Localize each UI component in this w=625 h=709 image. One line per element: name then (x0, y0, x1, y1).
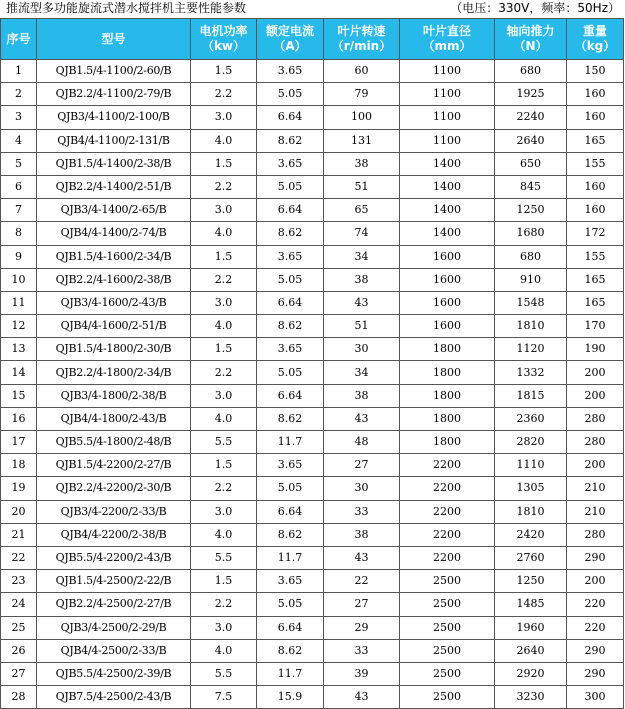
table-row (1, 175, 624, 198)
cell-blade-speed: 38 (324, 152, 400, 175)
cell-index: 13 (1, 338, 37, 361)
cell-blade-speed: 100 (324, 106, 400, 129)
cell-weight: 165 (567, 291, 624, 314)
cell-blade-diameter: 2200 (400, 523, 495, 546)
cell-blade-speed: 33 (324, 500, 400, 523)
power-conditions-note: （电压：330V，频率：50Hz） (450, 1, 620, 15)
cell-axial-thrust: 2420 (495, 523, 567, 546)
cell-motor-power: 2.2 (191, 477, 257, 500)
cell-blade-speed: 51 (324, 175, 400, 198)
cell-index: 18 (1, 454, 37, 477)
cell-blade-speed: 29 (324, 616, 400, 639)
cell-rated-current: 5.05 (257, 83, 324, 106)
cell-index: 14 (1, 361, 37, 384)
cell-weight: 290 (567, 662, 624, 685)
cell-model: QJB4/4-2500/2-33/B (37, 639, 191, 662)
cell-blade-speed: 43 (324, 686, 400, 709)
cell-axial-thrust: 1815 (495, 384, 567, 407)
cell-model: QJB3/4-2500/2-29/B (37, 616, 191, 639)
cell-model: QJB4/4-2200/2-38/B (37, 523, 191, 546)
cell-blade-speed: 60 (324, 60, 400, 83)
cell-blade-diameter: 1100 (400, 60, 495, 83)
cell-blade-diameter: 1800 (400, 338, 495, 361)
table-row (1, 686, 624, 709)
table-row (1, 315, 624, 338)
table-title: 推流型多功能旋流式潜水搅拌机主要性能参数 (6, 1, 247, 15)
cell-blade-diameter: 2200 (400, 500, 495, 523)
header-rated-current (257, 19, 324, 60)
cell-motor-power: 1.5 (191, 60, 257, 83)
cell-blade-diameter: 1600 (400, 268, 495, 291)
cell-blade-diameter: 1800 (400, 361, 495, 384)
cell-axial-thrust: 1305 (495, 477, 567, 500)
cell-blade-diameter: 1100 (400, 129, 495, 152)
cell-axial-thrust: 1120 (495, 338, 567, 361)
cell-index: 26 (1, 639, 37, 662)
cell-axial-thrust: 1485 (495, 593, 567, 616)
table-row (1, 546, 624, 569)
cell-blade-diameter: 1400 (400, 222, 495, 245)
cell-index: 3 (1, 106, 37, 129)
cell-axial-thrust: 1680 (495, 222, 567, 245)
cell-blade-diameter: 1400 (400, 175, 495, 198)
cell-index: 2 (1, 83, 37, 106)
cell-rated-current: 11.7 (257, 431, 324, 454)
table-row (1, 106, 624, 129)
header-blade-speed (324, 19, 400, 60)
cell-rated-current: 6.64 (257, 106, 324, 129)
cell-blade-speed: 74 (324, 222, 400, 245)
cell-weight: 150 (567, 60, 624, 83)
cell-index: 17 (1, 431, 37, 454)
table-row (1, 384, 624, 407)
cell-blade-diameter: 2200 (400, 546, 495, 569)
cell-axial-thrust: 1548 (495, 291, 567, 314)
cell-blade-diameter: 1400 (400, 152, 495, 175)
cell-blade-speed: 51 (324, 315, 400, 338)
table-row (1, 291, 624, 314)
header-label: 电机功率 (199, 24, 248, 38)
cell-motor-power: 2.2 (191, 83, 257, 106)
cell-axial-thrust: 2760 (495, 546, 567, 569)
cell-motor-power: 3.0 (191, 106, 257, 129)
cell-motor-power: 2.2 (191, 593, 257, 616)
table-row (1, 60, 624, 83)
cell-model: QJB5.5/4-2200/2-43/B (37, 546, 191, 569)
header-unit: （r/min） (331, 39, 392, 53)
cell-weight: 155 (567, 245, 624, 268)
header-unit: （kw） (201, 39, 246, 53)
cell-rated-current: 3.65 (257, 338, 324, 361)
cell-blade-diameter: 2500 (400, 639, 495, 662)
cell-blade-speed: 43 (324, 546, 400, 569)
cell-blade-diameter: 1400 (400, 199, 495, 222)
cell-weight: 170 (567, 315, 624, 338)
header-axial-thrust (495, 19, 567, 60)
cell-axial-thrust: 680 (495, 245, 567, 268)
cell-axial-thrust: 650 (495, 152, 567, 175)
header-unit: （mm） (422, 39, 472, 53)
cell-axial-thrust: 2820 (495, 431, 567, 454)
table-header-row (1, 19, 624, 60)
cell-weight: 280 (567, 523, 624, 546)
cell-weight: 165 (567, 129, 624, 152)
cell-rated-current: 6.64 (257, 199, 324, 222)
cell-blade-speed: 43 (324, 291, 400, 314)
cell-motor-power: 3.0 (191, 616, 257, 639)
table-row (1, 245, 624, 268)
cell-motor-power: 7.5 (191, 686, 257, 709)
cell-weight: 200 (567, 361, 624, 384)
cell-model: QJB1.5/4-1800/2-30/B (37, 338, 191, 361)
header-unit: （A） (273, 39, 307, 53)
cell-weight: 165 (567, 268, 624, 291)
cell-blade-speed: 38 (324, 523, 400, 546)
cell-blade-diameter: 1600 (400, 315, 495, 338)
cell-motor-power: 4.0 (191, 407, 257, 430)
table-row (1, 662, 624, 685)
cell-blade-diameter: 1800 (400, 384, 495, 407)
cell-blade-speed: 79 (324, 83, 400, 106)
cell-weight: 280 (567, 431, 624, 454)
table-body (1, 60, 624, 709)
cell-model: QJB3/4-1800/2-38/B (37, 384, 191, 407)
cell-index: 4 (1, 129, 37, 152)
cell-axial-thrust: 1250 (495, 570, 567, 593)
cell-axial-thrust: 2360 (495, 407, 567, 430)
table-row (1, 500, 624, 523)
header-label: 叶片直径 (422, 24, 471, 38)
cell-index: 27 (1, 662, 37, 685)
header-unit: （N） (513, 39, 548, 53)
header-model (37, 19, 191, 60)
cell-blade-speed: 33 (324, 639, 400, 662)
cell-blade-diameter: 1100 (400, 106, 495, 129)
cell-motor-power: 2.2 (191, 361, 257, 384)
cell-blade-speed: 34 (324, 245, 400, 268)
cell-blade-speed: 22 (324, 570, 400, 593)
cell-rated-current: 3.65 (257, 454, 324, 477)
cell-index: 5 (1, 152, 37, 175)
cell-index: 20 (1, 500, 37, 523)
cell-model: QJB1.5/4-2500/2-22/B (37, 570, 191, 593)
cell-motor-power: 1.5 (191, 570, 257, 593)
cell-axial-thrust: 3230 (495, 686, 567, 709)
cell-weight: 160 (567, 106, 624, 129)
cell-axial-thrust: 680 (495, 60, 567, 83)
cell-model: QJB3/4-1600/2-43/B (37, 291, 191, 314)
cell-weight: 290 (567, 639, 624, 662)
cell-blade-speed: 27 (324, 593, 400, 616)
header-unit: （kg） (574, 39, 616, 53)
cell-motor-power: 1.5 (191, 338, 257, 361)
table-row (1, 152, 624, 175)
cell-motor-power: 4.0 (191, 315, 257, 338)
cell-rated-current: 6.64 (257, 291, 324, 314)
cell-weight: 290 (567, 546, 624, 569)
table-row (1, 129, 624, 152)
header-blade-diameter (400, 19, 495, 60)
cell-index: 6 (1, 175, 37, 198)
cell-index: 7 (1, 199, 37, 222)
cell-model: QJB2.2/4-1100/2-79/B (37, 83, 191, 106)
cell-motor-power: 3.0 (191, 291, 257, 314)
cell-blade-diameter: 1600 (400, 291, 495, 314)
cell-index: 25 (1, 616, 37, 639)
cell-index: 28 (1, 686, 37, 709)
cell-rated-current: 6.64 (257, 500, 324, 523)
cell-weight: 220 (567, 616, 624, 639)
cell-model: QJB3/4-2200/2-33/B (37, 500, 191, 523)
cell-axial-thrust: 1925 (495, 83, 567, 106)
cell-blade-diameter: 1800 (400, 407, 495, 430)
performance-table (0, 18, 624, 709)
cell-blade-diameter: 2200 (400, 477, 495, 500)
cell-axial-thrust: 1110 (495, 454, 567, 477)
cell-motor-power: 3.0 (191, 384, 257, 407)
cell-index: 12 (1, 315, 37, 338)
table-row (1, 268, 624, 291)
cell-weight: 200 (567, 570, 624, 593)
cell-index: 8 (1, 222, 37, 245)
table-row (1, 407, 624, 430)
header-label: 型号 (101, 31, 126, 46)
cell-axial-thrust: 1810 (495, 315, 567, 338)
cell-model: QJB2.2/4-1400/2-51/B (37, 175, 191, 198)
cell-blade-speed: 30 (324, 338, 400, 361)
cell-weight: 200 (567, 454, 624, 477)
table-row (1, 454, 624, 477)
cell-model: QJB4/4-1800/2-43/B (37, 407, 191, 430)
header-label: 轴向推力 (506, 24, 555, 38)
cell-rated-current: 5.05 (257, 477, 324, 500)
cell-rated-current: 8.62 (257, 407, 324, 430)
cell-axial-thrust: 845 (495, 175, 567, 198)
cell-blade-diameter: 1100 (400, 83, 495, 106)
cell-index: 19 (1, 477, 37, 500)
cell-motor-power: 5.5 (191, 662, 257, 685)
cell-model: QJB3/4-1400/2-65/B (37, 199, 191, 222)
cell-index: 1 (1, 60, 37, 83)
cell-model: QJB5.5/4-2500/2-39/B (37, 662, 191, 685)
table-row (1, 639, 624, 662)
cell-model: QJB3/4-1100/2-100/B (37, 106, 191, 129)
cell-rated-current: 6.64 (257, 384, 324, 407)
table-row (1, 222, 624, 245)
header-weight (567, 19, 624, 60)
header-label: 重量 (582, 24, 607, 38)
cell-motor-power: 3.0 (191, 199, 257, 222)
cell-blade-diameter: 1800 (400, 431, 495, 454)
cell-index: 22 (1, 546, 37, 569)
cell-axial-thrust: 1960 (495, 616, 567, 639)
table-row (1, 199, 624, 222)
cell-blade-speed: 39 (324, 662, 400, 685)
cell-model: QJB1.5/4-2200/2-27/B (37, 454, 191, 477)
cell-index: 16 (1, 407, 37, 430)
cell-rated-current: 11.7 (257, 662, 324, 685)
cell-rated-current: 8.62 (257, 639, 324, 662)
cell-index: 11 (1, 291, 37, 314)
cell-weight: 220 (567, 593, 624, 616)
table-row (1, 477, 624, 500)
cell-rated-current: 5.05 (257, 593, 324, 616)
cell-index: 23 (1, 570, 37, 593)
table-row (1, 361, 624, 384)
cell-model: QJB4/4-1600/2-51/B (37, 315, 191, 338)
cell-blade-speed: 27 (324, 454, 400, 477)
table-row (1, 83, 624, 106)
cell-rated-current: 6.64 (257, 616, 324, 639)
cell-index: 10 (1, 268, 37, 291)
cell-model: QJB4/4-1400/2-74/B (37, 222, 191, 245)
cell-rated-current: 11.7 (257, 546, 324, 569)
cell-blade-speed: 65 (324, 199, 400, 222)
cell-blade-diameter: 2500 (400, 616, 495, 639)
cell-rated-current: 3.65 (257, 152, 324, 175)
cell-motor-power: 4.0 (191, 129, 257, 152)
cell-blade-diameter: 2500 (400, 662, 495, 685)
cell-axial-thrust: 1332 (495, 361, 567, 384)
cell-index: 9 (1, 245, 37, 268)
cell-model: QJB1.5/4-1100/2-60/B (37, 60, 191, 83)
table-caption (6, 0, 620, 16)
table-row (1, 338, 624, 361)
cell-blade-diameter: 2500 (400, 570, 495, 593)
cell-model: QJB2.2/4-2500/2-27/B (37, 593, 191, 616)
cell-rated-current: 15.9 (257, 686, 324, 709)
cell-axial-thrust: 2640 (495, 129, 567, 152)
cell-weight: 300 (567, 686, 624, 709)
cell-model: QJB4/4-1100/2-131/B (37, 129, 191, 152)
cell-axial-thrust: 2240 (495, 106, 567, 129)
cell-axial-thrust: 1250 (495, 199, 567, 222)
cell-axial-thrust: 1810 (495, 500, 567, 523)
cell-model: QJB1.5/4-1400/2-38/B (37, 152, 191, 175)
cell-weight: 160 (567, 83, 624, 106)
cell-rated-current: 8.62 (257, 523, 324, 546)
table-row (1, 523, 624, 546)
cell-axial-thrust: 910 (495, 268, 567, 291)
cell-weight: 172 (567, 222, 624, 245)
cell-motor-power: 2.2 (191, 268, 257, 291)
table-row (1, 593, 624, 616)
cell-rated-current: 5.05 (257, 268, 324, 291)
cell-blade-speed: 30 (324, 477, 400, 500)
header-label: 序号 (6, 31, 31, 46)
cell-index: 21 (1, 523, 37, 546)
cell-blade-diameter: 2500 (400, 593, 495, 616)
cell-model: QJB1.5/4-1600/2-34/B (37, 245, 191, 268)
cell-rated-current: 8.62 (257, 222, 324, 245)
cell-weight: 190 (567, 338, 624, 361)
cell-motor-power: 4.0 (191, 639, 257, 662)
table-row (1, 616, 624, 639)
cell-model: QJB2.2/4-1600/2-38/B (37, 268, 191, 291)
cell-motor-power: 2.2 (191, 175, 257, 198)
cell-motor-power: 4.0 (191, 523, 257, 546)
cell-index: 15 (1, 384, 37, 407)
header-index (1, 19, 37, 60)
cell-blade-speed: 38 (324, 384, 400, 407)
cell-weight: 160 (567, 175, 624, 198)
cell-weight: 210 (567, 477, 624, 500)
cell-rated-current: 5.05 (257, 175, 324, 198)
cell-motor-power: 1.5 (191, 245, 257, 268)
cell-weight: 155 (567, 152, 624, 175)
cell-rated-current: 3.65 (257, 570, 324, 593)
cell-model: QJB2.2/4-2200/2-30/B (37, 477, 191, 500)
cell-blade-speed: 43 (324, 407, 400, 430)
cell-model: QJB7.5/4-2500/2-43/B (37, 686, 191, 709)
cell-blade-speed: 38 (324, 268, 400, 291)
table-row (1, 570, 624, 593)
cell-weight: 280 (567, 407, 624, 430)
cell-axial-thrust: 2920 (495, 662, 567, 685)
cell-weight: 200 (567, 384, 624, 407)
cell-model: QJB5.5/4-1800/2-48/B (37, 431, 191, 454)
cell-blade-speed: 48 (324, 431, 400, 454)
header-label: 额定电流 (265, 24, 314, 38)
cell-motor-power: 5.5 (191, 546, 257, 569)
cell-rated-current: 3.65 (257, 60, 324, 83)
cell-blade-diameter: 2500 (400, 686, 495, 709)
cell-rated-current: 8.62 (257, 315, 324, 338)
header-label: 叶片转速 (337, 24, 386, 38)
cell-rated-current: 8.62 (257, 129, 324, 152)
cell-rated-current: 3.65 (257, 245, 324, 268)
table-row (1, 431, 624, 454)
cell-motor-power: 5.5 (191, 431, 257, 454)
cell-blade-diameter: 2200 (400, 454, 495, 477)
cell-weight: 210 (567, 500, 624, 523)
header-motor-power (191, 19, 257, 60)
cell-motor-power: 3.0 (191, 500, 257, 523)
cell-model: QJB2.2/4-1800/2-34/B (37, 361, 191, 384)
cell-motor-power: 4.0 (191, 222, 257, 245)
cell-motor-power: 1.5 (191, 454, 257, 477)
cell-motor-power: 1.5 (191, 152, 257, 175)
cell-index: 24 (1, 593, 37, 616)
cell-blade-speed: 131 (324, 129, 400, 152)
cell-rated-current: 5.05 (257, 361, 324, 384)
cell-blade-speed: 34 (324, 361, 400, 384)
cell-blade-diameter: 1600 (400, 245, 495, 268)
cell-weight: 160 (567, 199, 624, 222)
cell-axial-thrust: 2640 (495, 639, 567, 662)
